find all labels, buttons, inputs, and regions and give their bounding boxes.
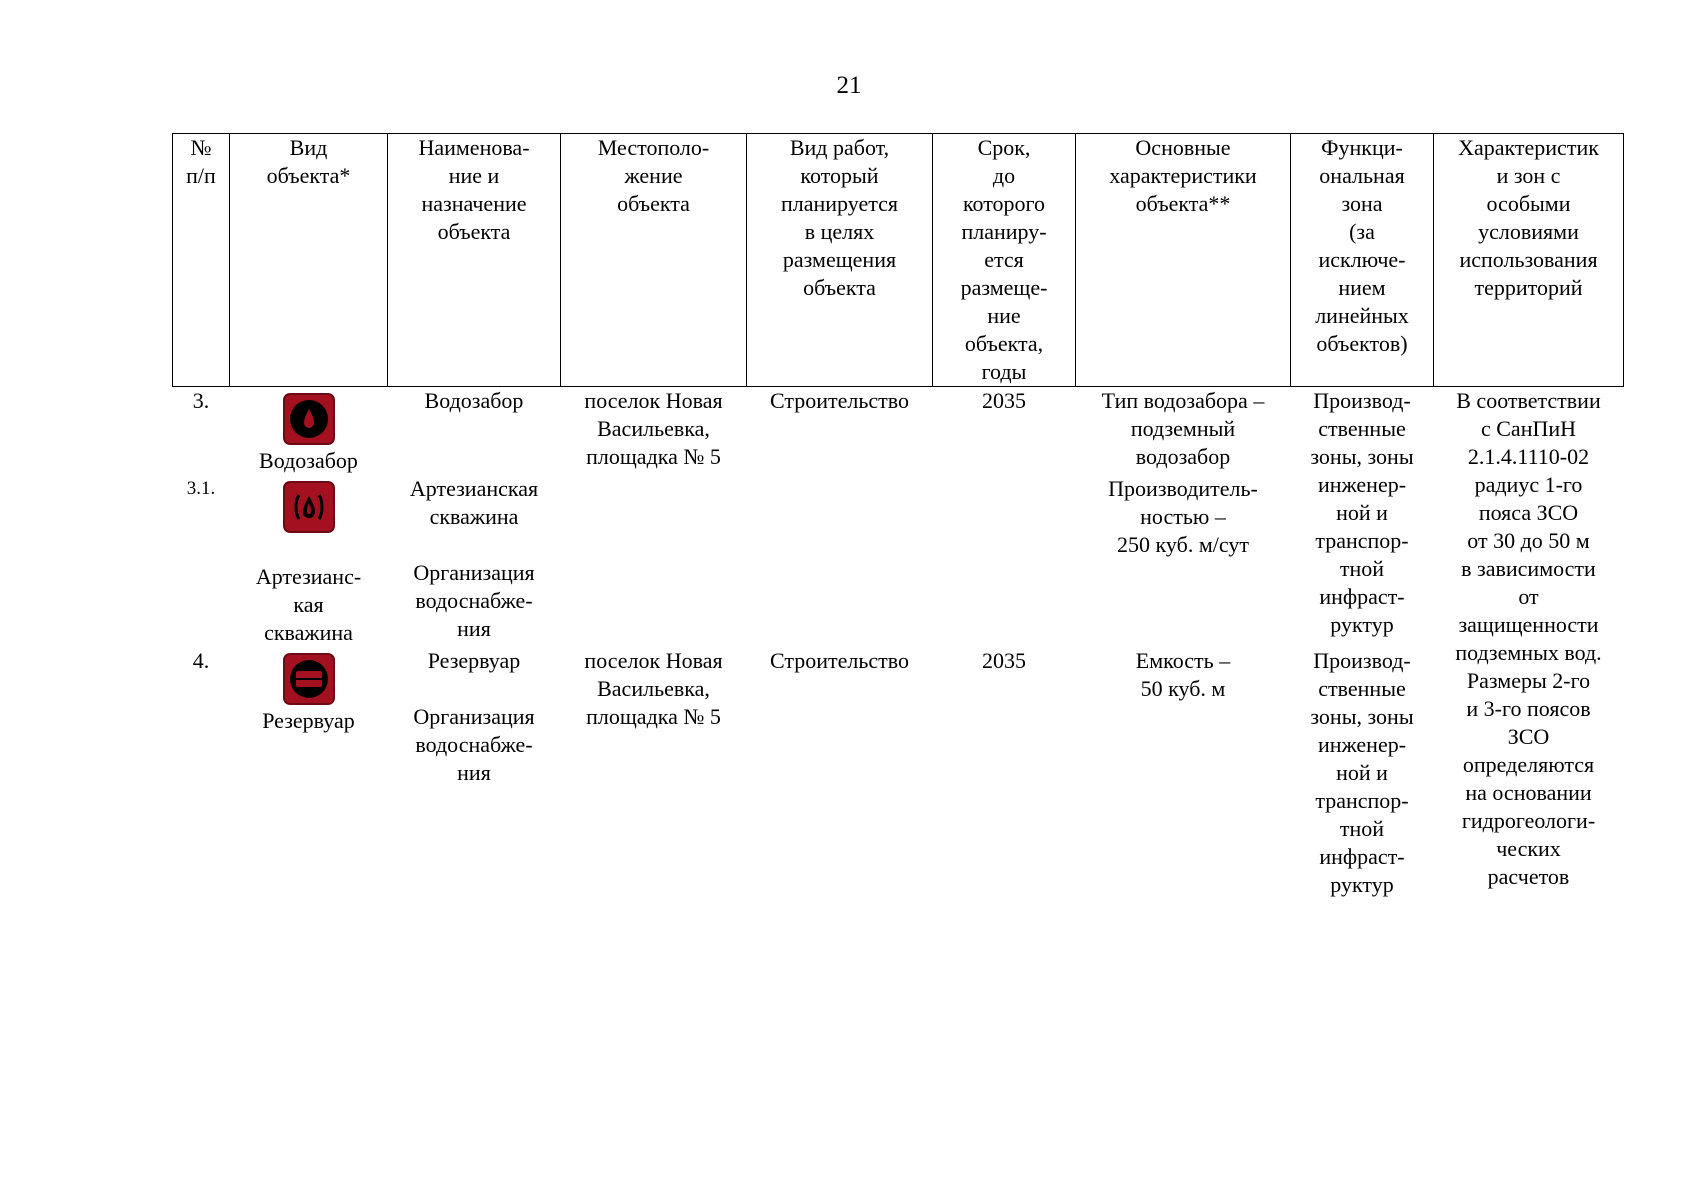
object-name: Водозабор [424, 388, 524, 413]
kind-label: Резервуар [262, 708, 355, 733]
object-name: Артезианская скважина [409, 476, 539, 529]
object-location: поселок Новая Васильевка, площадка № 5 [584, 648, 723, 729]
header-name: Наименова- ние и назначение объекта [388, 134, 561, 387]
header-term: Срок, до которого планиру- ется размеще- ние объекта, годы [933, 134, 1076, 387]
object-characteristics: Тип водозабора – подземный водозабор [1101, 388, 1265, 469]
name-cell [388, 475, 561, 647]
table-row-3 [173, 387, 1624, 476]
header-zone: Функци- ональная зона (за исключе- нием линейных объектов) [1291, 134, 1434, 387]
object-location: поселок Новая Васильевка, площадка № 5 [584, 388, 723, 469]
header-chars: Основные характеристики объекта** [1076, 134, 1291, 387]
water-intake-icon [283, 393, 335, 445]
header-location: Местополо- жение объекта [561, 134, 747, 387]
object-location [561, 475, 747, 647]
row-number: 4. [192, 648, 210, 673]
page-number: 21 [836, 72, 862, 99]
name-cell [388, 647, 561, 899]
work-type: Строительство [769, 388, 910, 413]
kind-cell [230, 647, 388, 899]
term-year [933, 475, 1076, 647]
term-year: 2035 [982, 648, 1026, 673]
kind-label: Водозабор [259, 448, 358, 473]
object-name: Резервуар [427, 648, 521, 673]
header-special: Характеристик и зон с особыми условиями использования территорий [1434, 134, 1624, 387]
header-kind: Вид объекта* [230, 134, 388, 387]
work-type [747, 475, 933, 647]
row-number: 3. [192, 388, 210, 413]
row-number: 3.1. [186, 478, 216, 499]
planned-objects-table [172, 133, 1624, 899]
header-no: № п/п [173, 134, 230, 387]
table-row-4 [173, 647, 1624, 899]
term-year: 2035 [982, 388, 1026, 413]
functional-zone: Производ- ственные зоны, зоны инженер- ной и транспор- тной инфраст- руктур [1310, 648, 1414, 897]
kind-cell [230, 387, 388, 476]
object-characteristics: Емкость – 50 куб. м [1135, 648, 1231, 701]
reservoir-icon [283, 653, 335, 705]
object-purpose: Организация водоснабже- ния [413, 704, 535, 785]
header-work: Вид работ, который планируется в целях размещения объекта [747, 134, 933, 387]
object-characteristics: Производитель- ностью – 250 куб. м/сут [1108, 476, 1258, 557]
work-type: Строительство [769, 648, 910, 673]
special-conditions: В соответствии с СанПиН 2.1.4.1110-02 радиус 1-го пояса ЗСО от 30 до 50 м в зависимости от защищенности подземных вод. Размеры 2-го и 3-го поясов ЗСО определяются на основании гидрогеологи- ческих расчетов [1455, 388, 1602, 889]
artesian-well-icon [283, 481, 335, 533]
object-purpose: Организация водоснабже- ния [413, 560, 535, 641]
table-header-row [173, 134, 1624, 387]
kind-cell [230, 475, 388, 647]
kind-label: Артезианс- кая скважина [255, 564, 362, 645]
functional-zone: Производ- ственные зоны, зоны инженер- ной и транспор- тной инфраст- руктур [1310, 388, 1414, 637]
